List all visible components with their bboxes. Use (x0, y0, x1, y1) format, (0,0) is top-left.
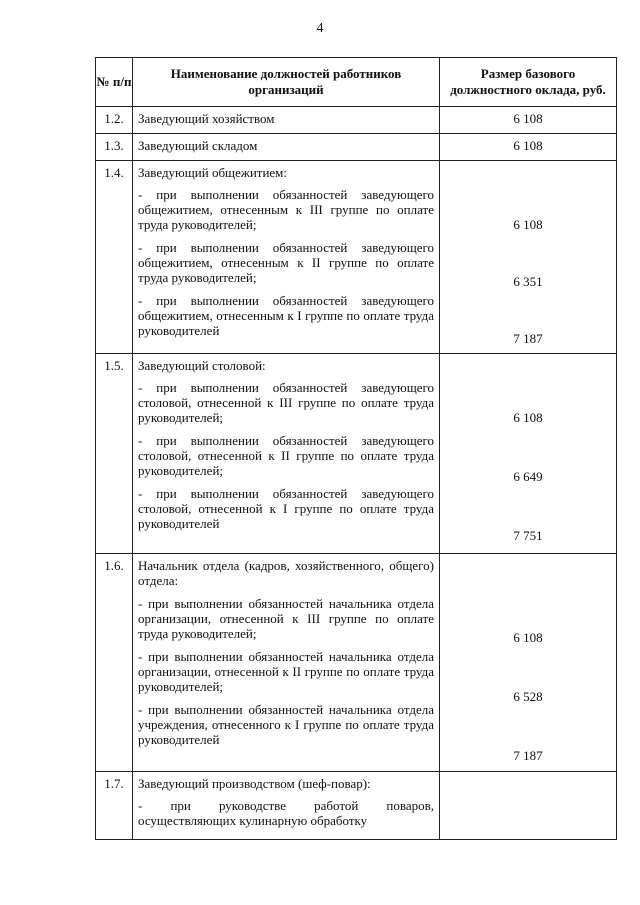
position-cell (133, 354, 440, 554)
salary-value: 7 187 (513, 331, 543, 346)
salary-value: 7 187 (513, 748, 543, 763)
page-number: 4 (316, 21, 324, 36)
sub-item-text: - при выполнении обязанностей заведующего столовой, отнесенной к III группе по оплате труда руководителей; (138, 380, 434, 425)
position-title: Заведующий столовой: (138, 358, 266, 373)
position-cell (133, 161, 440, 354)
salary-value: 6 108 (440, 134, 617, 161)
header-position-name: Наименование должностей работников организаций (133, 58, 440, 107)
position-cell (133, 772, 440, 840)
salary-value: 6 108 (513, 217, 543, 232)
salary-value: 7 751 (513, 528, 543, 543)
sub-item-text: - при выполнении обязанностей заведующего столовой, отнесенной к II группе по оплате труда руководителей; (138, 433, 434, 478)
sub-item-text: - при выполнении обязанностей заведующего общежитием, отнесенным к II группе по оплате труда руководителей; (138, 240, 434, 285)
table-row (96, 161, 617, 354)
row-number: 1.2. (96, 107, 133, 134)
position-title: Заведующий общежитием: (138, 165, 288, 180)
table-row (96, 134, 617, 161)
row-number: 1.3. (96, 134, 133, 161)
salary-cell (440, 554, 617, 772)
table-row (96, 554, 617, 772)
salary-table (95, 57, 617, 840)
sub-item-text: - при выполнении обязанностей начальника отдела организации, отнесенной к II группе по оплате труда руководителей; (138, 649, 434, 694)
sub-item-text: - при выполнении обязанностей начальника отдела организации, отнесенной к III группе по оплате труда руководителей; (138, 596, 434, 641)
table-row (96, 107, 617, 134)
row-number: 1.6. (96, 554, 133, 772)
sub-item-text: - при выполнении обязанностей начальника отдела учреждения, отнесенного к I группе по оплате труда руководителей (138, 702, 434, 747)
salary-cell (440, 354, 617, 554)
sub-item-text: - при выполнении обязанностей заведующего столовой, отнесенной к I группе по оплате труда руководителей (138, 486, 434, 531)
position-title: Начальник отдела (кадров, хозяйственного, общего) отдела: (138, 558, 434, 588)
sub-item-text: - при руководстве работой поваров, осуществляющих кулинарную обработку (138, 798, 434, 828)
header-salary: Размер базового должностного оклада, руб. (440, 58, 617, 107)
row-number: 1.4. (96, 161, 133, 354)
row-number: 1.7. (96, 772, 133, 840)
position-title: Заведующий складом (133, 134, 440, 161)
salary-value: 6 351 (513, 274, 543, 289)
position-cell (133, 554, 440, 772)
salary-value: 6 108 (513, 630, 543, 645)
salary-value: 6 528 (513, 689, 543, 704)
header-num: № п/п (96, 58, 133, 107)
salary-value: 6 649 (513, 469, 543, 484)
table-header-row (96, 58, 617, 107)
salary-cell (440, 772, 617, 840)
position-title: Заведующий производством (шеф-повар): (138, 776, 371, 791)
salary-cell (440, 161, 617, 354)
salary-value: 6 108 (513, 410, 543, 425)
salary-value: 6 108 (440, 107, 617, 134)
table-row (96, 354, 617, 554)
sub-item-text: - при выполнении обязанностей заведующего общежитием, отнесенным к I группе по оплате труда руководителей (138, 293, 434, 338)
position-title: Заведующий хозяйством (133, 107, 440, 134)
row-number: 1.5. (96, 354, 133, 554)
table-row (96, 772, 617, 840)
sub-item-text: - при выполнении обязанностей заведующего общежитием, отнесенным к III группе по оплате труда руководителей; (138, 187, 434, 232)
